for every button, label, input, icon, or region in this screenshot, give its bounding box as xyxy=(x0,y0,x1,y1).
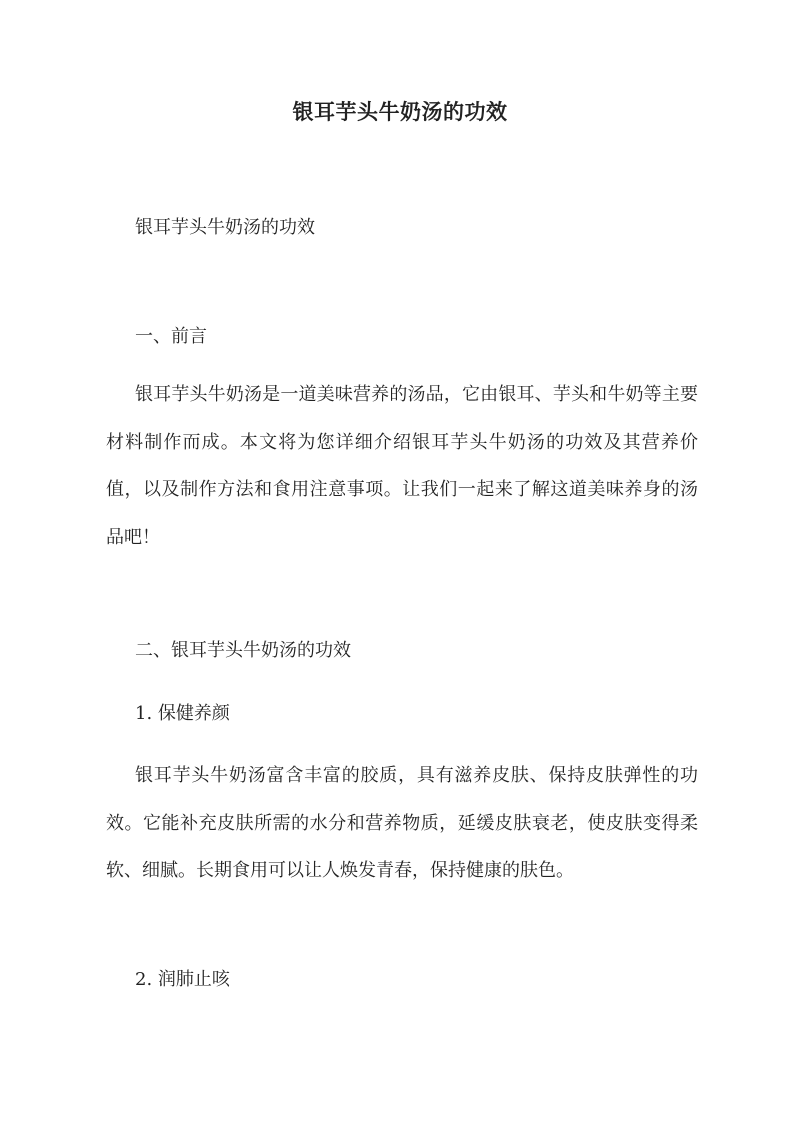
section-heading-benefits: 二、银耳芋头牛奶汤的功效 xyxy=(135,640,351,661)
section-heading-intro: 一、前言 xyxy=(135,326,207,347)
document-subtitle: 银耳芋头牛奶汤的功效 xyxy=(135,217,315,238)
intro-paragraph: 银耳芋头牛奶汤是一道美味营养的汤品，它由银耳、芋头和牛奶等主要材料制作而成。本文将为您详细介绍银耳芋头牛奶汤的功效及其营养价值，以及制作方法和食用注意事项。让我们一起来了解这道美味养身的汤品吧！ xyxy=(106,384,698,548)
subsection-heading-beauty: 1. 保健养颜 xyxy=(135,703,230,724)
beauty-paragraph: 银耳芋头牛奶汤富含丰富的胶质，具有滋养皮肤、保持皮肤弹性的功效。它能补充皮肤所需的水分和营养物质，延缓皮肤衰老，使皮肤变得柔软、细腻。长期食用可以让人焕发青春，保持健康的肤色。 xyxy=(106,765,698,881)
subsection-heading-lung: 2. 润肺止咳 xyxy=(135,969,230,990)
document-title: 银耳芋头牛奶汤的功效 xyxy=(292,99,508,124)
